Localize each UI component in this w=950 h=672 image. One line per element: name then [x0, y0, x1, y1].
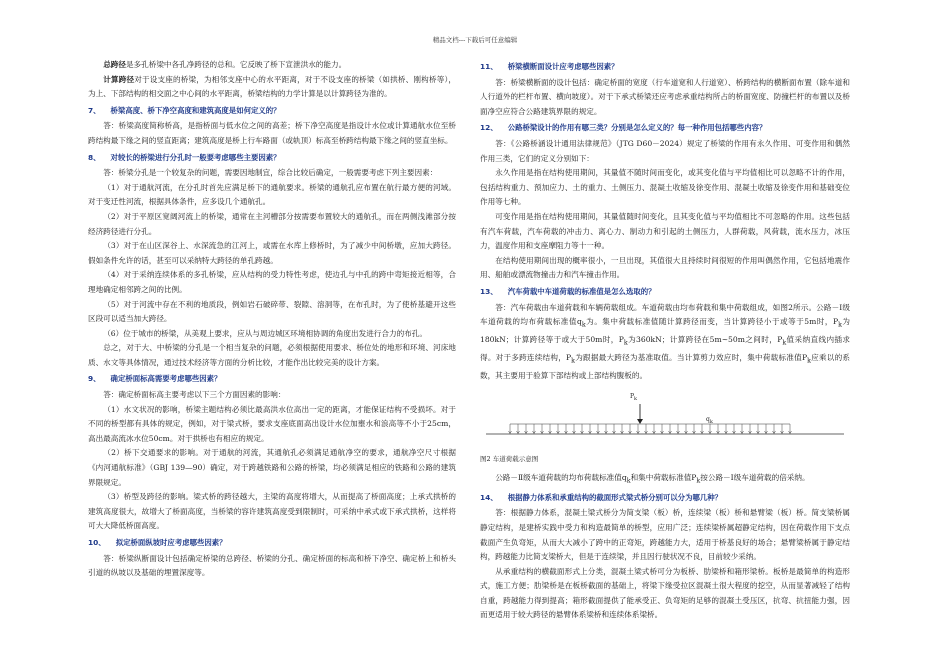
question-number: 9、	[88, 374, 101, 384]
question-title: 对较长的桥梁进行分孔时一般要考虑哪些主要因素？	[110, 152, 281, 162]
paragraph-text: 答：《公路桥涵设计通用法律规范》（JTG D60－2024）规定了桥梁的作用有永久作用、可变作用和偶然作用三类，它们的定义分别如下：	[480, 138, 850, 163]
paragraph-text: （1）对于通航河流，在分孔时首先应满足桥下的通航要求。桥梁的通航孔应布置在航行最方便的河域。对于变迁性河流，根据具体条件，应多设几个通航孔。	[88, 182, 456, 207]
question-number: 10、	[88, 538, 106, 547]
paragraph-text: （1）水文状况的影响，桥梁主题结构必须比最高洪水位高出一定的距离，才能保证结构不受损坏。对于不同的桥型都有具体的规定，例如，对于梁式桥，要求支座底面高出设计水位加壅水和浪高等不小于25cm，高出最高流冰水位50cm。对于拱桥也有相应的规定。	[88, 404, 456, 443]
paragraph	[88, 58, 456, 73]
paragraph-text: 答：确定桥面标高主要考虑以下三个方面因素的影响：	[103, 390, 286, 400]
question-number: 8、	[88, 152, 101, 162]
paragraph-text: （4）对于采纳连续体系的多孔桥梁，应从结构的受力特性考虑，使边孔与中孔的跨中弯矩接近相等，合理地确定相邻跨之间的比例。	[88, 270, 456, 294]
paragraph	[88, 166, 456, 181]
question-heading	[88, 536, 456, 551]
question-heading	[480, 285, 850, 300]
paragraph-text: 总之，对于大、中桥梁的分孔是一个相当复杂的问题，必须根据使用要求、桥位处的地形和环境、河床地质、水文等具体情况，通过技术经济等方面的分析比较，才能作出比较完美的设计方案。	[88, 343, 456, 367]
paragraph-text: 可变作用是指在结构使用期间，其量值随时间变化，且其变化值与平均值相比不可忽略的作用。这些包括有汽车荷载，汽车荷载的冲击力、离心力、制动力和引起的土侧压力，人群荷载，风荷载，流水压力，冰压力，温度作用和支座摩阻力等十一种。	[480, 211, 850, 251]
question-title: 根据静力体系和承重结构的截面形式梁式桥分别可以分为哪几种？	[507, 492, 723, 502]
paragraph	[88, 552, 456, 581]
right-column	[480, 58, 850, 623]
paragraph	[480, 166, 850, 210]
lane-load-figure	[480, 388, 850, 450]
paragraph	[480, 137, 850, 166]
left-column	[88, 58, 456, 581]
paragraph	[88, 446, 456, 490]
paragraph	[88, 341, 456, 370]
paragraph	[480, 254, 850, 283]
paragraph	[88, 181, 456, 210]
paragraph-text: （5）对于河流中存在不利的地质段，例如岩石破碎带、裂隙、溶洞等，在布孔时，为了使桥基避开这些区段可以适当加大跨径。	[88, 299, 456, 324]
paragraph	[88, 388, 456, 403]
question-title: 桥梁横断面设计应考虑哪些因素？	[507, 62, 619, 71]
paragraph-text: 从承重结构的横截面形式上分类，混凝土梁式桥可分为板桥、肋梁桥和箱形梁桥。板桥是最简单的构造形式，施工方便；肋梁桥是在板桥截面的基础上，将梁下缘受拉区混凝土很大程度的挖空，从而显著减轻了结构自重，跨越能力得到提高；箱形截面提供了能承受正、负弯矩的足够的混凝土受压区，抗弯、抗扭能力强，因而更适用于较大跨径的悬臂体系梁桥和连续体系梁桥。	[480, 566, 850, 620]
question-number: 12、	[480, 123, 498, 133]
page-header: 精品文档---下载后可任意编辑	[432, 36, 518, 44]
paragraph-text: 公路－Ⅱ级车道荷载的均布荷载标准值$q_k$和集中荷载标准值$P_k$按公路－Ⅰ级车道荷载的倍采纳。	[495, 472, 810, 485]
paragraph-text: 是多孔桥梁中各孔净跨径的总和。它反映了桥下宣泄洪水的能力。	[125, 60, 347, 69]
paragraph-text: （3）对于在山区深谷上、水深流急的江河上，或需在水库上修桥时，为了减少中间桥墩，应加大跨径。假如条件允许的话，甚至可以采纳特大跨径的单孔跨越。	[88, 241, 456, 265]
paragraph	[480, 565, 850, 623]
question-heading	[88, 372, 456, 387]
concentrated-load-label: $P_k$	[630, 393, 638, 403]
question-title: 公路桥梁设计的作用有哪三类？分别是怎么定义的？每一种作用包括哪些内容？	[507, 123, 767, 133]
paragraph	[88, 298, 456, 327]
paragraph	[480, 471, 850, 489]
paragraph-text: 答：桥梁高度简称桥高，是指桥面与低水位之间的高差；桥下净空高度是指设计水位或计算通航水位至桥跨结构最下缘之间的竖直距离；建筑高度是桥上行车路面（或轨顶）标高至桥跨结构最下缘之间的竖直坐标。	[88, 121, 456, 145]
paragraph	[480, 301, 850, 385]
paragraph	[88, 73, 456, 102]
arrow-head	[637, 419, 643, 424]
paragraph-text: 答：汽车荷载由车道荷载和车辆荷载组成。车道荷载由均布荷载和集中荷载组成，如图2所示。公路－Ⅰ级车道荷载的均布荷载标准值$q_k$为。集中荷载标准值随计算跨径而变，当计算跨径小于或等于5m时，$P_k$为180kN；计算跨径等于或大于50m时，$P_k$为360kN；计算跨径在5m~50m之间时，$P_k$值采纳直线内插求得。对于多跨连续结构，$P_k$为跟据最大跨径为基准取值。当计算剪力效应时，集中荷载标准值$P_k$应乘以的系数，其主要用于验算下部结构或上部结构腹板的。	[480, 302, 851, 381]
question-heading	[480, 60, 850, 75]
paragraph	[88, 210, 456, 239]
paragraph	[88, 268, 456, 297]
figure-caption: 图2 车道荷载示意图	[480, 455, 539, 464]
question-number: 14、	[480, 492, 498, 502]
paragraph-text: （6）位于城市的桥梁，从美观上要求，应从与周边城区环境相协调的角度出发进行合力的布孔。	[103, 328, 427, 338]
question-title: 桥梁高度、桥下净空高度和建筑高度是如何定义的？	[110, 105, 281, 115]
paragraph	[88, 119, 456, 148]
question-heading	[88, 104, 456, 119]
distributed-load-label: $q_k$	[706, 416, 713, 426]
question-title: 汽车荷载中车道荷载的标准值是怎么选取的？	[507, 286, 656, 296]
question-title: 确定桥面标高需要考虑哪些因素？	[110, 374, 222, 384]
term: 总跨径	[103, 60, 126, 69]
paragraph-text: 永久作用是指在结构使用期间，其量值不随时间而变化，或其变化值与平均值相比可以忽略不计的作用，包括结构重力、预加应力、土的重力、土侧压力、混凝土收缩及徐变作用、混凝土收缩及徐变作用和基础变位作用等七种。	[480, 168, 850, 207]
question-title: 拟定桥面纵坡时应考虑哪些因素？	[115, 538, 227, 547]
paragraph-text: 对于设支座的桥梁，为相邻支座中心的水平距离，对于不设支座的桥梁（如拱桥、刚构桥等），为上、下部结构的相交面之中心间的水平距离，桥梁结构的力学计算是以计算跨径为准的。	[88, 74, 456, 99]
question-heading	[480, 491, 850, 506]
paragraph-text: 在结构使用期间出现的概率很小，一旦出现，其值很大且持续时间很短的作用叫偶然作用，它包括地震作用、船舶或漂流物撞击力和汽车撞击作用。	[480, 255, 850, 280]
paragraph	[480, 506, 850, 564]
paragraph-text: 答：桥梁横断面的设计包括：确定桥面的宽度（行车道宽和人行道宽）、桥跨结构的横断面布置（除车道和人行道外的栏杆布置、横向坡度）。对于下承式桥梁还应考虑承重结构所占的桥面宽度、防撞栏杆的布置以及桥面净空应符合公路建筑界限的规定。	[480, 77, 850, 116]
paragraph	[88, 403, 456, 447]
paragraph	[480, 210, 850, 254]
paragraph	[88, 327, 456, 342]
question-heading	[88, 151, 456, 166]
paragraph-text: （2）对于平原区宽阔河流上的桥梁，通常在主河槽部分按需要布置较大的通航孔，而在两侧浅滩部分按经济跨径进行分孔。	[88, 211, 456, 236]
paragraph-text: 答：桥梁纵断面设计包括确定桥梁的总跨径、桥梁的分孔、确定桥面的标高和桥下净空、确定桥上和桥头引道的纵坡以及基础的埋置深度等。	[88, 553, 456, 578]
paragraph	[88, 239, 456, 268]
paragraph-text: 答：根据静力体系，混凝土梁式桥分为简支梁（板）桥，连续梁（板）桥和悬臂梁（板）桥。简支梁桥属静定结构，是建桥实践中受力和构造最简单的桥型，应用广泛；连续梁桥属超静定结构，因在荷载作用下支点截面产生负弯矩，从而大大减小了跨中的正弯矩，跨越能力大，适用于桥基良好的场合；悬臂梁桥属于静定结构，跨越能力比简支梁桥大，但是于连续梁，并且因行驶状况不良，目前较少采纳。	[480, 508, 850, 562]
lane-load-diagram	[480, 388, 850, 450]
paragraph	[480, 76, 850, 120]
paragraph-text: （3）桥型及跨径的影响。梁式桥的跨径越大，主梁的高度将增大，从而提高了桥面高度；上承式拱桥的建筑高度很大，故增大了桥面高度，当桥梁的容许建筑高度受到限制时，可采纳中承式或下承式拱桥，这样将可大大降低桥面高度。	[88, 492, 456, 531]
paragraph-text: 答：桥梁分孔是一个较复杂的问题，需要因地制宜，综合比较后确定，一般需要考虑下列主要因素：	[103, 168, 438, 178]
term: 计算跨径	[103, 74, 135, 84]
question-heading	[480, 121, 850, 136]
question-number: 13、	[480, 286, 498, 296]
paragraph	[88, 490, 456, 534]
question-number: 11、	[480, 62, 498, 71]
question-number: 7、	[88, 105, 101, 115]
paragraph-text: （2）桥下交通要求的影响。对于通航的河流，其通航孔必须满足通航净空的要求，通航净空尺寸根据《内河通航标准》（GBJ 139—90）确定，对于跨越铁路和公路的桥梁，均必须满足相应的铁路和公路的建筑界限规定。	[88, 448, 456, 487]
